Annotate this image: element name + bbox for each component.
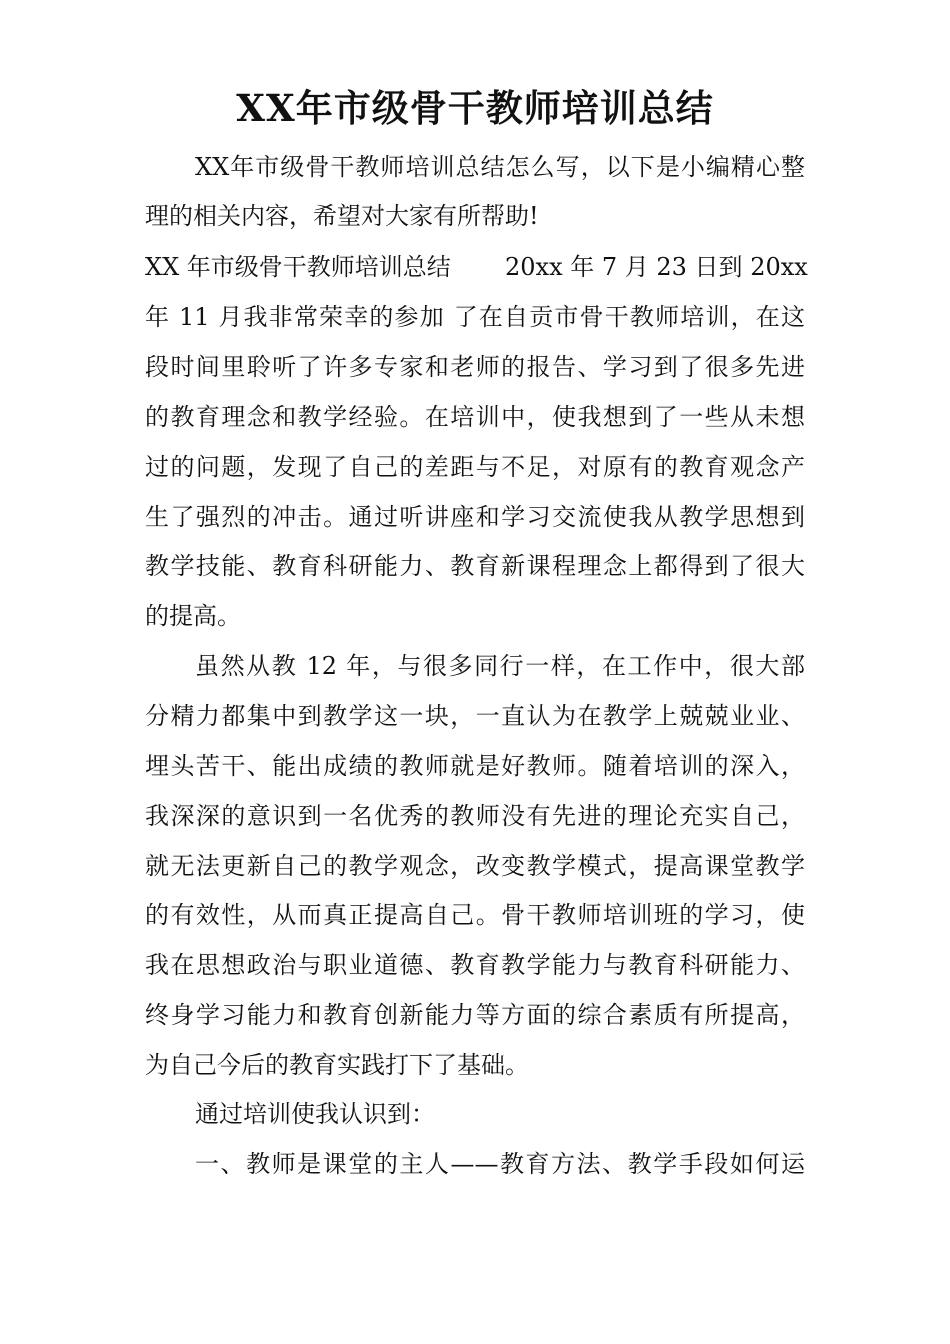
text-line	[0, 791, 950, 841]
text-line	[0, 191, 950, 241]
text-line	[0, 741, 950, 791]
para2-line-8: 终身学习能力和教育创新能力等方面的综合素质有所提高，	[145, 1001, 805, 1029]
para3-line-1: 通过培训使我认识到：	[195, 1100, 435, 1128]
para1-line-7: 教学技能、教育科研能力、教育新课程理念上都得到了很大	[145, 552, 805, 580]
text-line	[0, 492, 950, 542]
para1-line-4: 的教育理念和教学经验。在培训中，使我想到了一些从未想	[145, 403, 805, 431]
text-line	[0, 442, 950, 492]
para2-line-6: 的有效性，从而真正提高自己。骨干教师培训班的学习，使	[145, 901, 805, 929]
para1-line-1-date: 20xx 年 7 月 23 日到 20xx	[505, 253, 808, 281]
text-line	[0, 541, 950, 591]
text-line	[0, 292, 950, 342]
document-title: XX年市级骨干教师培训总结	[236, 86, 714, 130]
para1-line-5: 过的问题，发现了自己的差距与不足，对原有的教育观念产	[145, 453, 805, 481]
para2-line-4: 我深深的意识到一名优秀的教师没有先进的理论充实自己，	[145, 802, 805, 830]
para2-line-9: 为自己今后的教育实践打下了基础。	[145, 1051, 529, 1079]
text-line	[0, 940, 950, 990]
para2-line-1: 虽然从教 12 年，与很多同行一样，在工作中，很大部	[195, 652, 805, 680]
para2-line-5: 就无法更新自己的教学观念，改变教学模式，提高课堂教学	[145, 852, 805, 880]
intro-line-2: 理的相关内容，希望对大家有所帮助!	[145, 202, 539, 230]
text-line	[0, 342, 950, 392]
text-line	[0, 392, 950, 442]
text-line	[0, 841, 950, 891]
para4-line-1: 一、教师是课堂的主人——教育方法、教学手段如何运	[195, 1150, 805, 1178]
text-line	[0, 1139, 950, 1189]
text-line	[0, 641, 950, 691]
text-line	[0, 691, 950, 741]
para2-line-2: 分精力都集中到教学这一块，一直认为在教学上兢兢业业、	[145, 702, 805, 730]
para1-line-6: 生了强烈的冲击。通过听讲座和学习交流使我从教学思想到	[145, 503, 805, 531]
text-line	[0, 142, 950, 192]
para1-line-2: 年 11 月我非常荣幸的参加 了在自贡市骨干教师培训，在这	[145, 303, 805, 331]
text-line	[0, 1089, 950, 1139]
text-line	[0, 890, 950, 940]
text-line	[0, 591, 950, 641]
intro-line-1: XX年市级骨干教师培训总结怎么写，以下是小编精心整	[195, 153, 805, 181]
para1-line-8: 的提高。	[145, 602, 241, 630]
text-line	[0, 242, 950, 292]
para2-line-3: 埋头苦干、能出成绩的教师就是好教师。随着培训的深入，	[145, 752, 805, 780]
para2-line-7: 我在思想政治与职业道德、教育教学能力与教育科研能力、	[145, 951, 805, 979]
text-line	[0, 1040, 950, 1090]
text-line	[0, 990, 950, 1040]
para1-line-1-heading: XX 年市级骨干教师培训总结	[145, 253, 451, 281]
para1-line-3: 段时间里聆听了许多专家和老师的报告、学习到了很多先进	[145, 353, 805, 381]
